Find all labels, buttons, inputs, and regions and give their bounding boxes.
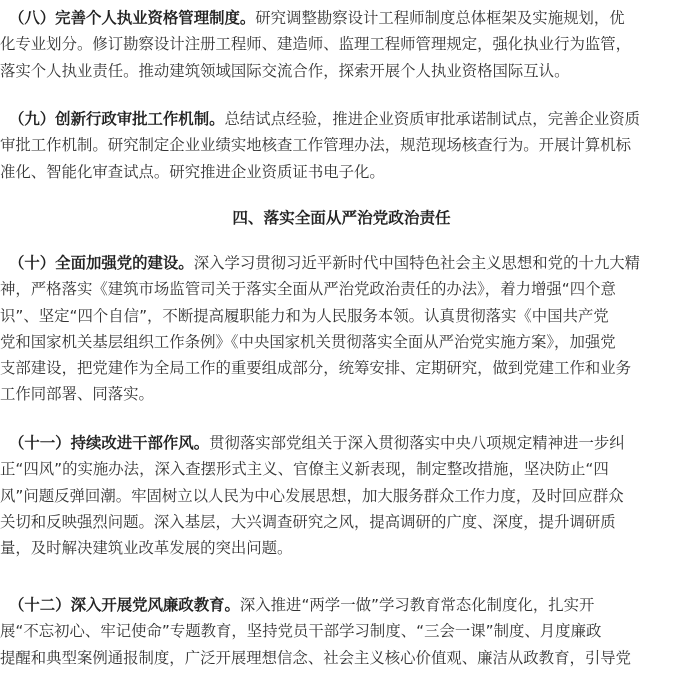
paragraph-11 [0,430,683,561]
section-title: 四、落实全面从严治党政治责任 [232,209,451,227]
paragraph-line [0,250,683,276]
paragraph-9 [0,106,683,185]
paragraph-line: 关切和反映强烈问题。深入基层，大兴调查研究之风，提高调研的广度、深度，提升调研质 [0,512,616,531]
paragraph-heading: （十二）深入开展党风廉政教育。 [9,596,240,614]
paragraph-line: 风”问题反弹回潮。牢固树立以人民为中心发展思想，加大服务群众工作力度，及时回应群众 [0,486,624,505]
paragraph-line: 提醒和典型案例通报制度，广泛开展理想信念、社会主义核心价值观、廉洁从政教育，引导党 [0,648,632,667]
paragraph-line: 神，严格落实《建筑市场监管司关于落实全面从严治党政治责任的办法》，着力增强“四个意 [0,280,616,299]
paragraph-heading: （八）完善个人执业资格管理制度。 [9,9,256,27]
paragraph-heading: （十）全面加强党的建设。 [9,254,194,272]
paragraph-line: 识”、坚定“四个自信”，不断提高履职能力和为人民服务本领。认真贯彻落实《中国共产党 [0,306,609,325]
paragraph-line [0,106,683,132]
paragraph-heading: （十一）持续改进干部作风。 [9,434,210,452]
paragraph-12 [0,592,683,671]
paragraph-heading: （九）创新行政审批工作机制。 [9,110,225,128]
paragraph-text: 深入学习贯彻习近平新时代中国特色社会主义思想和党的十九大精 [193,254,641,272]
paragraph-line: 展“不忘初心、牢记使命”专题教育，坚持党员干部学习制度、“三会一课”制度、月度廉政 [0,622,602,641]
paragraph-text: 深入推进“两学一做”学习教育常态化制度化，扎实开 [239,596,595,614]
paragraph-8 [0,5,683,84]
paragraph-line: 支部建设，把党建作为全局工作的重要组成部分，统筹安排、定期研究，做到党建工作和业务 [0,359,632,378]
paragraph-line: 正“四风”的实施办法，深入查摆形式主义、官僚主义新表现，制定整改措施，坚决防止“四 [0,460,609,479]
paragraph-line: 党和国家机关基层组织工作条例》《中央国家机关贯彻落实全面从严治党实施方案》，加强党 [0,332,616,351]
paragraph-line: 落实个人执业责任。推动建筑领域国际交流合作，探索开展个人执业资格国际互认。 [0,61,570,80]
paragraph-text: 研究调整勘察设计工程师制度总体框架及实施规划，优 [255,9,625,27]
paragraph-text: 贯彻落实部党组关于深入贯彻落实中央八项规定精神进一步纠 [209,434,625,452]
paragraph-line: 量，及时解决建筑业改革发展的突出问题。 [0,539,293,558]
paragraph-line [0,5,683,31]
paragraph-10 [0,250,683,408]
paragraph-line: 审批工作机制。研究制定企业业绩实地核查工作管理办法，规范现场核查行为。开展计算机标 [0,136,632,155]
paragraph-line [0,592,683,618]
paragraph-line: 化专业划分。修订勘察设计注册工程师、建造师、监理工程师管理规定，强化执业行为监管， [0,35,632,54]
paragraph-line [0,430,683,456]
paragraph-line: 工作同部署、同落实。 [0,385,154,404]
paragraph-text: 总结试点经验，推进企业资质审批承诺制试点，完善企业资质 [224,110,641,128]
paragraph-line: 准化、智能化审查试点。研究推进企业资质证书电子化。 [0,162,385,181]
